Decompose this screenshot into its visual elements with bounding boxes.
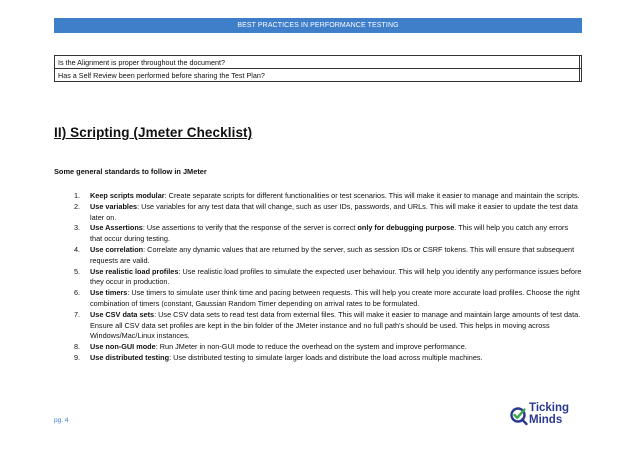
- checkmark-q-icon: [509, 406, 529, 426]
- table-row: [55, 69, 582, 82]
- answer-cell: [580, 69, 582, 82]
- table-cell: Is the Alignment is proper throughout the document?: [55, 56, 580, 69]
- list-item: 8. Use non-GUI mode: Run JMeter in non-GUI mode to reduce the overhead on the system and improve performance.: [74, 342, 467, 352]
- list-item: 5. Use realistic load profiles: Use realistic load profiles to simulate the expected user behaviour. This will help you identify any performance issues before they occur in production.: [74, 266, 582, 287]
- table-row: [55, 56, 582, 69]
- header-title: BEST PRACTICES IN PERFORMANCE TESTING: [237, 22, 399, 29]
- standards-list: [74, 191, 582, 364]
- section-heading: II) Scripting (Jmeter Checklist): [54, 125, 253, 140]
- page-number: pg. 4: [54, 417, 69, 424]
- logo-line2: Minds: [529, 414, 563, 426]
- table-cell: Has a Self Review been performed before sharing the Test Plan?: [55, 69, 580, 82]
- company-logo: [509, 402, 585, 430]
- list-item: 4. Use correlation: Correlate any dynamic values that are returned by the server, such as session IDs or CSRF tokens. This will ensure that subsequent requests are valid.: [74, 244, 575, 265]
- page-header: [54, 18, 582, 33]
- list-item: 7. Use CSV data sets: Use CSV data sets to read test data from external files. This will make it easier to manage and maintain large amounts of test data. Ensure all CSV data set profiles are kept in the bin folder of the JMeter instance and no full path's should be used. This helps in moving across Windows/Mac/Linux instances.: [74, 309, 581, 341]
- list-item: 9. Use distributed testing: Use distributed testing to simulate larger loads and distribute the load across multiple machines.: [74, 352, 483, 362]
- list-item: 6. Use timers: Use timers to simulate user think time and pacing between requests. This will help you create more accurate load profiles. Choose the right combination of timers (constant, Gaussian Random Timer depending on arrival rates to be formulated.: [74, 288, 580, 308]
- list-item: 3. Use Assertions: Use assertions to verify that the response of the server is correct only for debugging purpose. This will help you catch any errors that occur during testing.: [74, 223, 569, 244]
- list-item: 2. Use variables: Use variables for any test data that will change, such as user IDs, passwords, and URLs. This will make it easier to update the test data later on.: [74, 201, 578, 222]
- logo-line1: Ticking: [529, 402, 570, 414]
- list-item: 1. Keep scripts modular: Create separate scripts for different functionalities or test scenarios. This will make it easier to manage and maintain the scripts.: [74, 191, 580, 200]
- logo-text: [529, 402, 569, 426]
- answer-cell: [580, 56, 582, 69]
- checklist-table: [54, 55, 582, 82]
- section-subtitle: Some general standards to follow in JMeter: [54, 167, 207, 176]
